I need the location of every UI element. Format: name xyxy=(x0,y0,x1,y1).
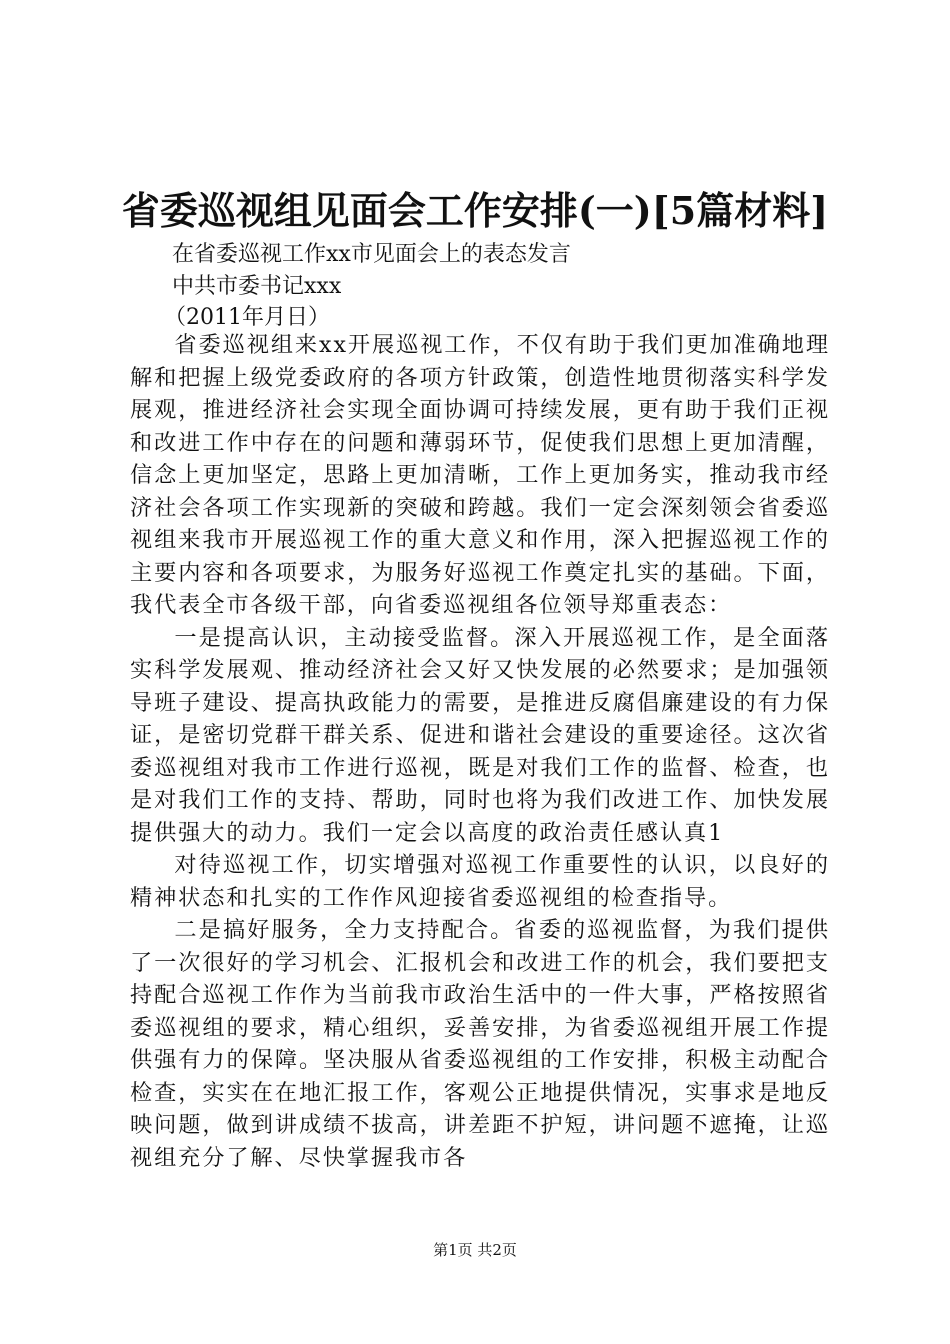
speech-date: （2011年月日） xyxy=(164,305,330,330)
paragraph: 省委巡视组来xx开展巡视工作，不仅有助于我们更加准确地理解和把握上级党委政府的各项方针政策，创造性地贯彻落实科学发展观，推进经济社会实现全面协调可持续发展，更有助于我们正视和改进工作中存在的问题和薄弱环节，促使我们思想上更加清醒，信念上更加坚定，思路上更加清晰，工作上更加务实，推动我市经济社会各项工作实现新的突破和跨越。我们一定会深刻领会省委巡视组来我市开展巡视工作的重大意义和作用，深入把握巡视工作的主要内容和各项要求，为服务好巡视工作奠定扎实的基础。下面，我代表全市各级干部，向省委巡视组各位领导郑重表态： xyxy=(130,332,830,618)
paragraph: 对待巡视工作，切实增强对巡视工作重要性的认识，以良好的精神状态和扎实的工作作风迎接省委巡视组的检查指导。 xyxy=(130,852,830,911)
paragraph: 一是提高认识，主动接受监督。深入开展巡视工作，是全面落实科学发展观、推动经济社会又好又快发展的必然要求；是加强领导班子建设、提高执政能力的需要，是推进反腐倡廉建设的有力保证，是密切党群干群关系、促进和谐社会建设的重要途径。这次省委巡视组对我市工作进行巡视，既是对我们工作的监督、检查，也是对我们工作的支持、帮助，同时也将为我们改进工作、加快发展提供强大的动力。我们一定会以高度的政治责任感认真1 xyxy=(130,624,830,846)
speech-author: 中共市委书记xxx xyxy=(172,274,342,299)
document-title: 省委巡视组见面会工作安排(一)[5篇材料] xyxy=(121,188,829,233)
paragraph: 二是搞好服务，全力支持配合。省委的巡视监督，为我们提供了一次很好的学习机会、汇报机会和改进工作的机会，我们要把支持配合巡视工作作为当前我市政治生活中的一件大事，严格按照省委巡视组的要求，精心组织，妥善安排，为省委巡视组开展工作提供强有力的保障。坚决服从省委巡视组的工作安排，积极主动配合检查，实实在在地汇报工作，客观公正地提供情况，实事求是地反映问题，做到讲成绩不拔高，讲差距不护短，讲问题不遮掩，让巡视组充分了解、尽快掌握我市各 xyxy=(130,917,830,1171)
speech-subtitle: 在省委巡视工作xx市见面会上的表态发言 xyxy=(172,242,571,267)
page-footer: 第1页 共2页 xyxy=(433,1241,517,1259)
document-body xyxy=(130,329,830,1174)
